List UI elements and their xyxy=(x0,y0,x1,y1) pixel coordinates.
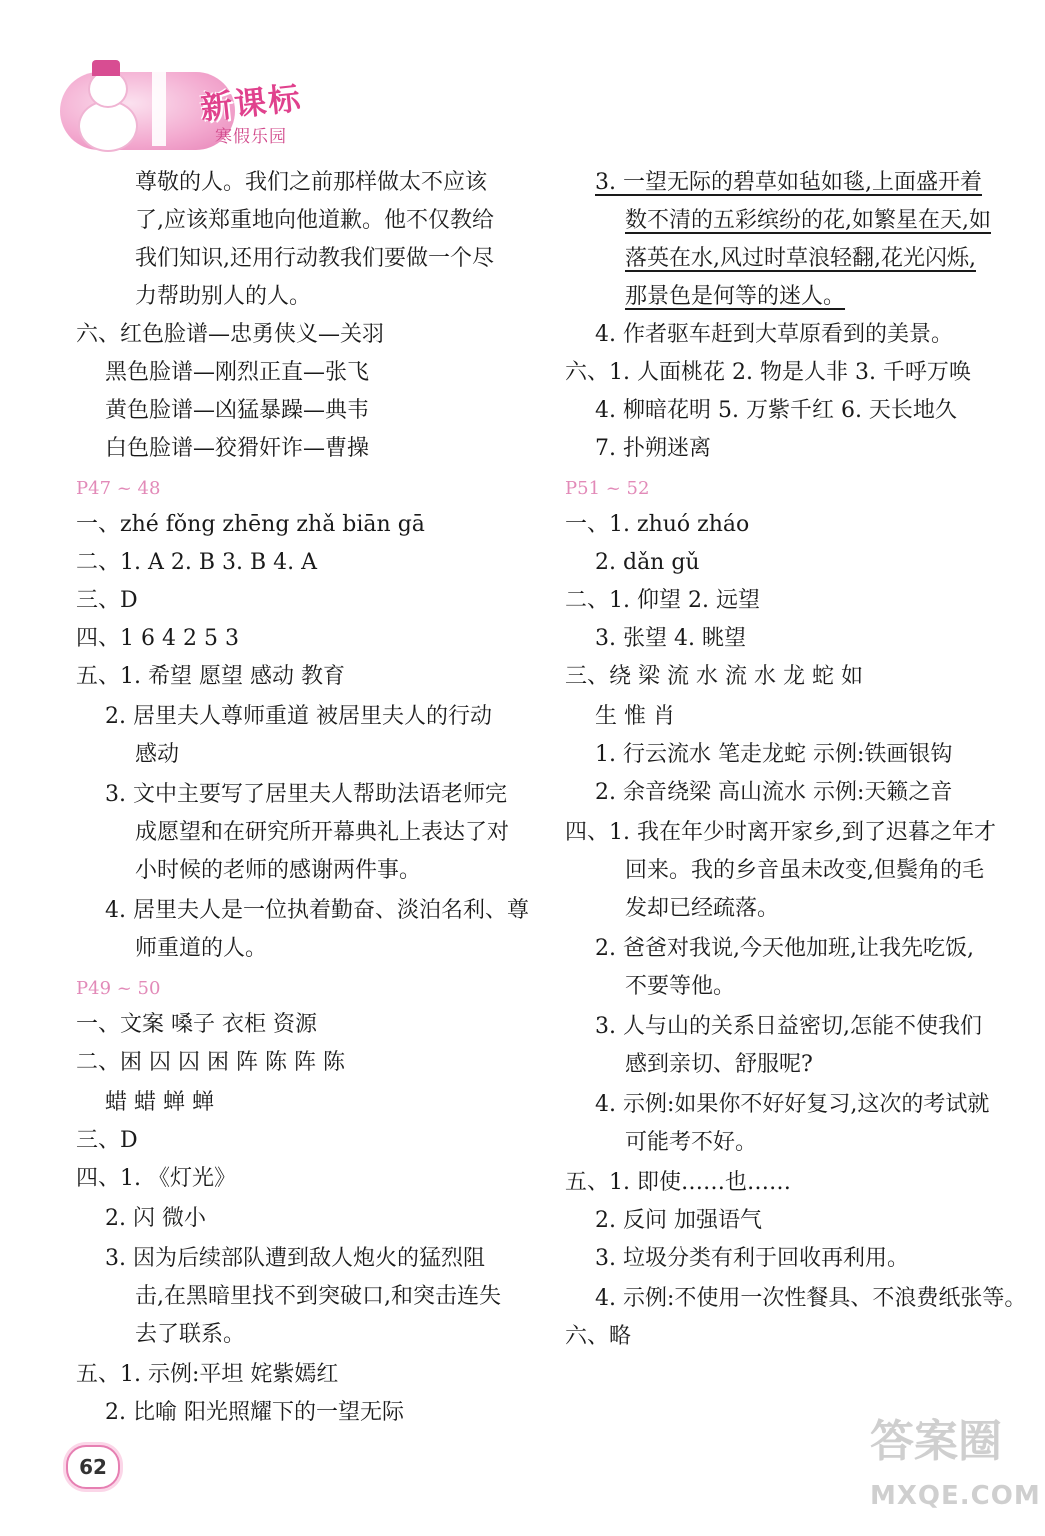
answer-line: 六、红色脸谱—忠勇侠义—关羽 xyxy=(76,322,385,347)
answer-line: 4. 示例:不使用一次性餐具、不浪费纸张等。 xyxy=(595,1286,1027,1311)
answer-line: 了,应该郑重地向他道歉。他不仅教给 xyxy=(135,208,494,233)
answer-line: 2. 比喻 阳光照耀下的一望无际 xyxy=(105,1400,404,1425)
answer-line: 黄色脸谱—凶猛暴躁—典韦 xyxy=(105,398,370,423)
answer-line: 感到亲切、舒服呢? xyxy=(625,1052,813,1077)
watermark-text: 答案圈 xyxy=(870,1416,1002,1467)
snowman-hat-icon xyxy=(92,60,120,76)
logo-title: 新课标 xyxy=(198,78,304,128)
logo-subtitle: 寒假乐园 xyxy=(215,127,287,147)
tower-icon xyxy=(152,64,166,146)
answer-line: 五、1. 示例:平坦 姹紫嫣红 xyxy=(76,1362,339,1387)
answer-line: 4. 作者驱车赶到大草原看到的美景。 xyxy=(595,322,953,347)
answer-line: 白色脸谱—狡猾奸诈—曹操 xyxy=(105,436,370,461)
answer-line: 击,在黑暗里找不到突破口,和突击连失 xyxy=(135,1284,501,1309)
answer-line: 3. 文中主要写了居里夫人帮助法语老师完 xyxy=(105,782,507,807)
answer-line: 我们知识,还用行动教我们要做一个尽 xyxy=(135,246,494,271)
answer-line: 感动 xyxy=(135,742,180,767)
answer-line: 三、D xyxy=(76,1128,138,1153)
answer-line-underlined: 落英在水,风过时草浪轻翻,花光闪烁, xyxy=(625,246,976,271)
answer-line: 二、困 囚 囚 困 阵 陈 阵 陈 xyxy=(76,1050,345,1075)
answer-line-underlined: 数不清的五彩缤纷的花,如繁星在天,如 xyxy=(625,208,991,233)
answer-line: 六、1. 人面桃花 2. 物是人非 3. 千呼万唤 xyxy=(565,360,971,385)
answer-line: 2. 爸爸对我说,今天他加班,让我先吃饭, xyxy=(595,936,974,961)
brand-logo xyxy=(60,60,350,160)
answer-line: 小时候的老师的感谢两件事。 xyxy=(135,858,422,883)
answer-line: 1. 行云流水 笔走龙蛇 示例:铁画银钩 xyxy=(595,742,953,767)
answer-line: 力帮助别人的人。 xyxy=(135,284,312,309)
answer-line: 7. 扑朔迷离 xyxy=(595,436,711,461)
answer-line: 四、1. 我在年少时离开家乡,到了迟暮之年才 xyxy=(565,820,996,845)
answer-line: 三、D xyxy=(76,588,138,613)
answer-line: 2. dǎn gǔ xyxy=(595,550,700,575)
answer-line: 一、1. zhuó zháo xyxy=(565,512,750,537)
answer-line: 蜡 蜡 蝉 蝉 xyxy=(105,1090,214,1115)
answer-line: 二、1. 仰望 2. 远望 xyxy=(565,588,760,613)
answer-line: 二、1. A 2. B 3. B 4. A xyxy=(76,550,318,575)
answer-line: 3. 张望 4. 眺望 xyxy=(595,626,746,651)
answer-line: 一、文案 嗓子 衣柜 资源 xyxy=(76,1012,317,1037)
page-range-heading: P47 ~ 48 xyxy=(76,478,161,499)
answer-line-underlined: 那景色是何等的迷人。 xyxy=(625,284,846,309)
page-range-heading: P49 ~ 50 xyxy=(76,978,161,999)
answer-line: 回来。我的乡音虽未改变,但鬓角的毛 xyxy=(625,858,984,883)
answer-line: 一、zhé fǒng zhēng zhǎ biān gā xyxy=(76,512,425,537)
answer-line: 四、1. 《灯光》 xyxy=(76,1166,236,1191)
answer-line: 3. 因为后续部队遭到敌人炮火的猛烈阻 xyxy=(105,1246,485,1271)
answer-line: 成愿望和在研究所开幕典礼上表达了对 xyxy=(135,820,510,845)
answer-line: 4. 示例:如果你不好好复习,这次的考试就 xyxy=(595,1092,990,1117)
answer-line: 六、略 xyxy=(565,1324,632,1349)
answer-line: 师重道的人。 xyxy=(135,936,268,961)
answer-line: 不要等他。 xyxy=(625,974,736,999)
answer-line: 四、1 6 4 2 5 3 xyxy=(76,626,239,651)
page-range-heading: P51 ~ 52 xyxy=(565,478,650,499)
watermark xyxy=(870,1405,1041,1525)
answer-line: 3. 人与山的关系日益密切,怎能不使我们 xyxy=(595,1014,982,1039)
page-number-badge: 62 xyxy=(66,1445,120,1489)
answer-line: 2. 余音绕梁 高山流水 示例:天籁之音 xyxy=(595,780,953,805)
answer-line: 生 惟 肖 xyxy=(595,704,675,729)
answer-line: 三、绕 梁 流 水 流 水 龙 蛇 如 xyxy=(565,664,863,689)
answer-line: 4. 柳暗花明 5. 万紫千红 6. 天长地久 xyxy=(595,398,957,423)
answer-line: 4. 居里夫人是一位执着勤奋、淡泊名利、尊 xyxy=(105,898,529,923)
answer-line: 2. 反问 加强语气 xyxy=(595,1208,762,1233)
answer-line: 2. 闪 微小 xyxy=(105,1206,206,1231)
answer-line: 2. 居里夫人尊师重道 被居里夫人的行动 xyxy=(105,704,492,729)
answer-line: 可能考不好。 xyxy=(625,1130,758,1155)
answer-line: 五、1. 即使……也…… xyxy=(565,1170,791,1195)
answer-line: 黑色脸谱—刚烈正直—张飞 xyxy=(105,360,370,385)
answer-line: 3. 垃圾分类有利于回收再利用。 xyxy=(595,1246,909,1271)
answer-line: 尊敬的人。我们之前那样做太不应该 xyxy=(135,170,488,195)
watermark-url: MXQE.COM xyxy=(870,1481,1041,1511)
answer-line: 五、1. 希望 愿望 感动 教育 xyxy=(76,664,345,689)
answer-line: 发却已经疏落。 xyxy=(625,896,780,921)
answer-line: 去了联系。 xyxy=(135,1322,246,1347)
answer-line-underlined: 3. 一望无际的碧草如毡如毯,上面盛开着 xyxy=(595,170,982,195)
